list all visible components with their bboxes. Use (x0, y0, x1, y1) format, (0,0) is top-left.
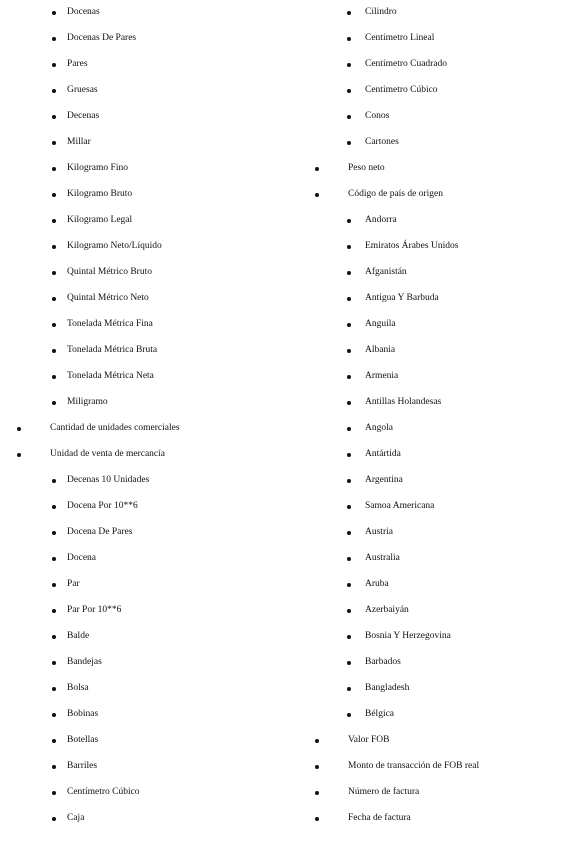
list-item (300, 520, 574, 546)
list-item-label: Conos (365, 111, 390, 122)
list-item (300, 104, 574, 130)
list-item-label: Bosnia Y Herzegovina (365, 631, 451, 642)
list-item-label: Par (67, 579, 80, 590)
bullet-icon (52, 817, 56, 821)
bullet-icon (347, 713, 351, 717)
bullet-icon (52, 531, 56, 535)
list-item-label: Docena De Pares (67, 527, 133, 538)
list-item-label: Cantidad de unidades comerciales (50, 423, 180, 434)
list-item (0, 156, 300, 182)
list-item-label: Millar (67, 137, 91, 148)
bullet-icon (347, 349, 351, 353)
bullet-icon (347, 375, 351, 379)
list-item-label: Samoa Americana (365, 501, 435, 512)
bullet-icon (52, 583, 56, 587)
bullet-icon (52, 37, 56, 41)
list-item (300, 624, 574, 650)
list-item-label: Argentina (365, 475, 403, 486)
list-item (0, 780, 300, 806)
list-item (300, 442, 574, 468)
list-item-label: Barbados (365, 657, 401, 668)
bullet-icon (315, 739, 319, 743)
list-item (0, 754, 300, 780)
bullet-icon (347, 219, 351, 223)
list-item-label: Azerbaiyán (365, 605, 409, 616)
list-item (0, 702, 300, 728)
list-item (0, 78, 300, 104)
list-item (0, 182, 300, 208)
list-item (300, 130, 574, 156)
list-item-label: Número de factura (348, 787, 420, 798)
list-item-label: Miligramo (67, 397, 108, 408)
list-item-label: Centímetro Lineal (365, 33, 435, 44)
list-item (0, 26, 300, 52)
list-item (0, 650, 300, 676)
list-item (300, 598, 574, 624)
bullet-icon (347, 401, 351, 405)
list-item (300, 52, 574, 78)
bullet-icon (52, 505, 56, 509)
bullet-icon (52, 297, 56, 301)
bullet-icon (52, 89, 56, 93)
bullet-icon (52, 791, 56, 795)
bullet-icon (347, 63, 351, 67)
bullet-icon (347, 583, 351, 587)
bullet-icon (52, 349, 56, 353)
list-item (300, 468, 574, 494)
list-item-label: Cilindro (365, 7, 397, 18)
list-item-label: Albania (365, 345, 396, 356)
list-item-label: Bélgica (365, 709, 395, 720)
list-item (300, 286, 574, 312)
list-item (0, 104, 300, 130)
list-item (0, 624, 300, 650)
bullet-icon (347, 297, 351, 301)
list-item-label: Botellas (67, 735, 99, 746)
bullet-icon (347, 505, 351, 509)
list-item-label: Unidad de venta de mercancía (50, 449, 165, 460)
bullet-icon (347, 141, 351, 145)
bullet-icon (52, 271, 56, 275)
list-item-label: Par Por 10**6 (67, 605, 122, 616)
list-item (300, 572, 574, 598)
list-item-label: Austria (365, 527, 393, 538)
list-item-label: Tonelada Métrica Fina (67, 319, 153, 330)
bullet-icon (52, 401, 56, 405)
list-item-label: Decenas (67, 111, 100, 122)
bullet-icon (17, 453, 21, 457)
list-item-label: Quintal Métrico Neto (67, 293, 149, 304)
list-item (0, 468, 300, 494)
list-item-label: Australia (365, 553, 400, 564)
bullet-icon (52, 375, 56, 379)
list-item-label: Quintal Métrico Bruto (67, 267, 152, 278)
bullet-icon (52, 193, 56, 197)
bullet-icon (52, 479, 56, 483)
list-item (300, 364, 574, 390)
list-item-label: Kilogramo Bruto (67, 189, 133, 200)
list-item-label: Bangladesh (365, 683, 410, 694)
list-item (300, 416, 574, 442)
list-item (300, 390, 574, 416)
list-item-label: Docenas (67, 7, 100, 18)
bullet-icon (52, 245, 56, 249)
list-item-label: Bobinas (67, 709, 99, 720)
bullet-icon (17, 427, 21, 431)
list-item-label: Peso neto (348, 163, 385, 174)
bullet-icon (347, 453, 351, 457)
list-item (300, 728, 574, 754)
list-item (0, 52, 300, 78)
list-item-label: Caja (67, 813, 85, 824)
list-item-label: Tonelada Métrica Bruta (67, 345, 158, 356)
list-item-label: Balde (67, 631, 90, 642)
list-item-label: Anguila (365, 319, 396, 330)
list-item (300, 546, 574, 572)
list-item (0, 806, 300, 832)
bullet-icon (52, 713, 56, 717)
list-item (0, 0, 300, 26)
list-item (0, 728, 300, 754)
bullet-icon (347, 687, 351, 691)
list-item-label: Antigua Y Barbuda (365, 293, 439, 304)
list-item-label: Docenas De Pares (67, 33, 137, 44)
bullet-icon (52, 609, 56, 613)
list-item (0, 546, 300, 572)
bullet-icon (347, 115, 351, 119)
bullet-icon (52, 167, 56, 171)
bullet-icon (52, 739, 56, 743)
bullet-icon (347, 557, 351, 561)
list-item-label: Cartones (365, 137, 399, 148)
list-item (0, 416, 300, 442)
list-item (300, 312, 574, 338)
bullet-icon (52, 661, 56, 665)
list-item (300, 78, 574, 104)
bullet-icon (52, 687, 56, 691)
list-item-label: Emiratos Árabes Unidos (365, 241, 459, 252)
list-item (300, 26, 574, 52)
list-item (300, 208, 574, 234)
list-item (0, 208, 300, 234)
list-item (0, 234, 300, 260)
bullet-icon (315, 193, 319, 197)
list-item (0, 598, 300, 624)
list-item-label: Centímetro Cúbico (67, 787, 140, 798)
list-item (300, 156, 574, 182)
list-item (0, 312, 300, 338)
list-item (0, 338, 300, 364)
list-item-label: Centímetro Cuadrado (365, 59, 448, 70)
list-item (0, 286, 300, 312)
list-item-label: Decenas 10 Unidades (67, 475, 150, 486)
bullet-icon (52, 557, 56, 561)
list-item-label: Andorra (365, 215, 397, 226)
bullet-icon (52, 115, 56, 119)
list-item (0, 364, 300, 390)
list-item (0, 676, 300, 702)
bullet-icon (347, 661, 351, 665)
list-item (300, 0, 574, 26)
list-item (300, 754, 574, 780)
bullet-icon (347, 271, 351, 275)
list-item-label: Gruesas (67, 85, 98, 96)
list-item-label: Kilogramo Neto/Líquido (67, 241, 162, 252)
list-item-label: Docena Por 10**6 (67, 501, 138, 512)
list-item-label: Docena (67, 553, 97, 564)
bullet-icon (347, 635, 351, 639)
list-item-label: Afganistán (365, 267, 407, 278)
list-item (300, 650, 574, 676)
list-item (300, 182, 574, 208)
list-item (300, 702, 574, 728)
list-item (0, 260, 300, 286)
list-item (300, 234, 574, 260)
bullet-icon (347, 531, 351, 535)
list-item (0, 442, 300, 468)
list-item (300, 260, 574, 286)
list-item-label: Monto de transacción de FOB real (348, 761, 480, 772)
bullet-icon (315, 167, 319, 171)
bullet-icon (347, 479, 351, 483)
list-item-label: Código de país de origen (348, 189, 443, 200)
bullet-icon (347, 37, 351, 41)
bullet-icon (347, 609, 351, 613)
list-item-label: Angola (365, 423, 393, 434)
list-item (300, 676, 574, 702)
list-item-label: Fecha de factura (348, 813, 411, 824)
bullet-icon (52, 11, 56, 15)
list-item (300, 780, 574, 806)
list-item (0, 130, 300, 156)
bullet-icon (52, 219, 56, 223)
right-column (300, 0, 574, 832)
list-item-label: Centímetro Cúbico (365, 85, 438, 96)
list-item-label: Kilogramo Legal (67, 215, 133, 226)
bullet-icon (52, 635, 56, 639)
list-item-label: Bolsa (67, 683, 89, 694)
list-item (300, 338, 574, 364)
list-item (0, 520, 300, 546)
bullet-icon (347, 323, 351, 327)
bullet-icon (52, 323, 56, 327)
list-item-label: Pares (67, 59, 88, 70)
list-item (0, 494, 300, 520)
bullet-icon (347, 89, 351, 93)
bullet-icon (315, 817, 319, 821)
bullet-icon (347, 427, 351, 431)
list-item-label: Antártida (365, 449, 401, 460)
bullet-icon (347, 245, 351, 249)
list-item (0, 390, 300, 416)
bullet-icon (52, 765, 56, 769)
list-item-label: Aruba (365, 579, 389, 590)
list-item (300, 806, 574, 832)
bullet-icon (52, 63, 56, 67)
bullet-icon (315, 765, 319, 769)
list-item-label: Valor FOB (348, 735, 390, 746)
list-item-label: Armenia (365, 371, 399, 382)
bullet-icon (52, 141, 56, 145)
list-item-label: Antillas Holandesas (365, 397, 442, 408)
bullet-icon (315, 791, 319, 795)
list-item-label: Barriles (67, 761, 98, 772)
list-item (0, 572, 300, 598)
list-item-label: Kilogramo Fino (67, 163, 128, 174)
list-item (300, 494, 574, 520)
bullet-icon (347, 11, 351, 15)
list-item-label: Tonelada Métrica Neta (67, 371, 154, 382)
list-item-label: Bandejas (67, 657, 102, 668)
